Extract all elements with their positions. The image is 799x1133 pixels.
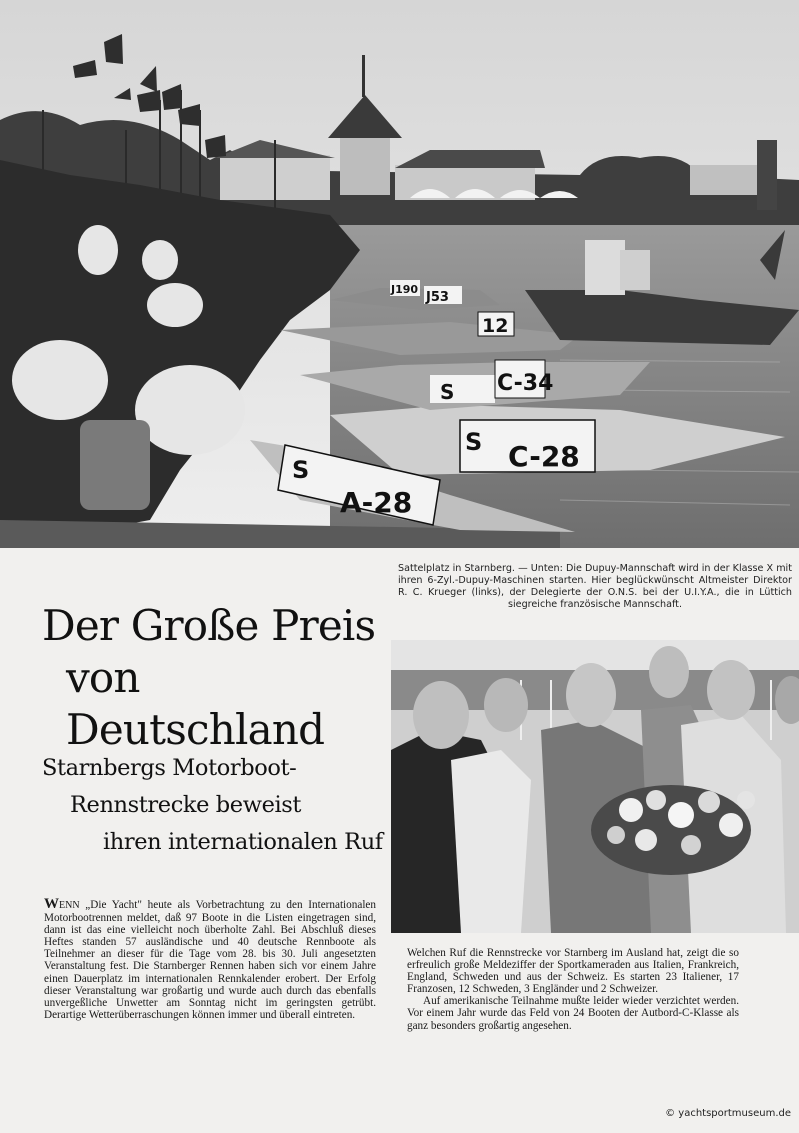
- plate-s-a28: S: [292, 456, 310, 484]
- outboard-motor: [80, 420, 150, 510]
- plate-12: 12: [482, 315, 509, 337]
- article-title: [0, 600, 385, 756]
- plate-j53: J53: [426, 290, 449, 305]
- small-caps-lead: ENN: [59, 900, 80, 911]
- title-line-1: Der Große Preis: [42, 601, 376, 650]
- subtitle-line-3: ihren internationalen Ruf: [103, 829, 383, 855]
- photo-caption: Sattelplatz in Starnberg. — Unten: Die Dupuy-Mannschaft wird in der Klasse X mit ihren 6-Zyl.-Dupuy-Maschinen starten. Hier beglückwünscht Altmeister Direktor R. C. Krueger (links), der Delegierte der O.N.S. bei der U.I.Y.A., die in Lüttich siegreiche französische Mannschaft.: [398, 563, 792, 610]
- plate-s-c34: S: [440, 380, 455, 404]
- plate-s-c28: S: [465, 428, 483, 456]
- plate-c28: C-28: [508, 440, 580, 473]
- pavilion-tower: [340, 135, 390, 195]
- plate-j190: J190: [391, 283, 419, 296]
- body-left-text: „Die Yacht" heute als Vorbetrachtung zu den Internationalen Motorbootrennen meldet, daß 97 Boote in die Listen eingetragen sind, dann ist das eine vielleicht noch überholte Zahl. Bei Abschluß dieses Heftes standen 57 ausländische und 40 deutsche Rennboote als Teilnehmer an dieser für die Tage vom 28. bis 30. Juli angesetzten Veranstaltung fest. Die Starnberger Rennen haben sich vor einem Jahre einen Dauerplatz im internationalen Rennkalender erobert. Der Erfolg dieser Veranstaltung war großartig und wurde auch durch das ebenfalls unvergeßliche Unwetter am Sonntag nicht im geringsten getrübt. Derartige Wetterüberraschungen können immer und überall eintreten.: [44, 899, 376, 1021]
- harbor-photo: [0, 0, 799, 548]
- plate-a28: A-28: [340, 486, 413, 519]
- title-line-2: von Deutschland: [66, 653, 325, 754]
- plate-c34: C-34: [497, 371, 554, 396]
- subtitle-line-2: Rennstrecke beweist: [70, 792, 302, 818]
- body-right-paragraph-1: Welchen Ruf die Rennstrecke vor Starnberg im Ausland hat, zeigt die so erfreulich große Meldeziffer der Sportkameraden aus Italien, Frankreich, England, Schweden und aus der Schweiz. Es starten 23 Italiener, 17 Franzosen, 12 Schweden, 3 Engländer und 2 Schweizer.: [407, 947, 739, 996]
- drop-cap: W: [44, 896, 59, 912]
- body-column-left: [44, 898, 376, 1021]
- copyright-credit: © yachtsportmuseum.de: [665, 1108, 791, 1119]
- article-subtitle: [0, 750, 385, 861]
- team-photo: [391, 640, 799, 933]
- body-right-paragraph-2: Auf amerikanische Teilnahme mußte leider wieder verzichtet werden. Vor einem Jahr wurde das Feld von 24 Booten der Autbord-C-Klasse als ganz besonders großartig angesehen.: [407, 995, 739, 1032]
- subtitle-line-1: Starnbergs Motorboot-: [42, 755, 297, 781]
- crane: [757, 140, 777, 210]
- body-column-right: [407, 947, 739, 1032]
